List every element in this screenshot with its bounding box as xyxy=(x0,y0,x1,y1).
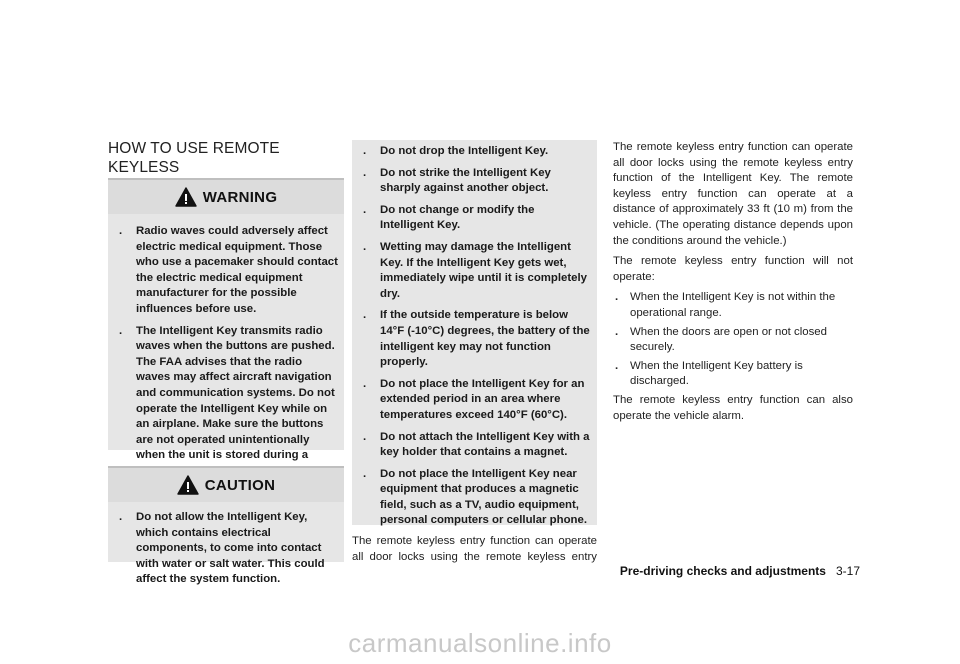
caution-header xyxy=(108,468,344,502)
intro-paragraph: The remote keyless entry function can operate all door locks using the remote keyless entry function of the Intelligent Key. The remote keyless entry function can operate at a distance of approximately 33 ft (10 m) from the vehicle. (The operating distance depends upon the conditions around the vehicle.) xyxy=(613,141,853,247)
caution-item: . Do not attach the Intelligent Key with a key holder that contains a magnet. xyxy=(363,430,590,459)
warning-item: . The Intelligent Key transmits radio waves when the buttons are pushed. The FAA advises that the radio waves may affect aircraft navigation and communication systems. Do not operate the Intelligent Key while on an airplane. Make sure the buttons are not operated unintentionally when the unit is stored during a xyxy=(119,324,335,462)
caution-triangle-icon xyxy=(177,475,199,495)
bullet: . xyxy=(363,203,367,216)
caution-item: . Do not place the Intelligent Key near equipment that produces a magnetic field, such as a TV, audio equipment, personal computers or cellular phone. xyxy=(363,467,587,527)
page-number: 3-17 xyxy=(835,564,860,578)
bullet: . xyxy=(363,166,367,179)
caution-item: . Do not drop the Intelligent Key. xyxy=(352,144,591,160)
not-operate-item: . When the Intelligent Key is not within the operational range. xyxy=(615,291,836,319)
warning-panel xyxy=(108,178,344,462)
page-footer xyxy=(620,564,860,578)
not-operate-list xyxy=(613,290,853,390)
not-operate-lead: The remote keyless entry function will not operate: xyxy=(613,255,853,283)
warning-title: WARNING xyxy=(202,188,278,206)
warning-item: . Radio waves could adversely affect electric medical equipment. Those who use a pacemaker should contact the electric medical equipment manufacturer for the possible influences before use. xyxy=(119,225,338,315)
footer-section-name: Pre-driving checks and adjustments xyxy=(619,564,826,578)
caution-continued xyxy=(352,140,597,525)
caution-item: . If the outside temperature is below 14°F (-10°C) degrees, the battery of the intelligent key may not function properly. xyxy=(363,309,590,369)
caution-item: . Do not place the Intelligent Key for an extended period in an area where temperatures exceed 140°F (60°C). xyxy=(363,377,585,421)
bullet: . xyxy=(363,240,367,253)
caution-item: . Do not strike the Intelligent Key sharply against another object. xyxy=(363,166,551,195)
bullet: . xyxy=(363,145,367,157)
section-title: HOW TO USE REMOTE KEYLESS xyxy=(108,140,280,176)
caution-list-continued xyxy=(352,144,591,529)
bullet: . xyxy=(615,325,619,338)
body-text xyxy=(352,534,597,564)
caution-list xyxy=(108,510,338,588)
caution-item: . Do not allow the Intelligent Key, which contains electrical components, to come into contact with water or salt water. This could affect the system function. xyxy=(119,511,325,586)
warning-header xyxy=(108,180,344,214)
warning-body xyxy=(108,214,344,462)
not-operate-item: . When the Intelligent Key battery is discharged. xyxy=(615,359,803,388)
warning-list xyxy=(108,224,338,480)
bullet: . xyxy=(119,324,123,337)
right-column xyxy=(613,140,853,429)
not-operate-item: . When the doors are open or not closed securely. xyxy=(615,325,827,354)
bullet: . xyxy=(119,511,123,523)
intro-paragraph-start: The remote keyless entry function can operate all door locks using the remote keyless entry xyxy=(352,535,597,563)
caution-item: . Do not change or modify the Intelligent Key. xyxy=(363,203,535,232)
bullet: . xyxy=(363,377,367,390)
caution-body xyxy=(108,502,344,586)
alarm-note: The remote keyless entry function can also operate the vehicle alarm. xyxy=(613,393,853,422)
caution-item: . Wetting may damage the Intelligent Key. If the Intelligent Key gets wet, immediately wipe until it is completely dry. xyxy=(363,240,587,300)
bullet: . xyxy=(119,225,123,237)
bullet: . xyxy=(363,309,367,322)
warning-triangle-icon xyxy=(175,187,197,207)
caution-panel xyxy=(108,466,344,586)
watermark: carmanualsonline.info xyxy=(348,628,612,658)
bullet: . xyxy=(615,359,619,372)
bullet: . xyxy=(363,430,367,443)
bullet: . xyxy=(363,467,367,480)
bullet: . xyxy=(615,291,619,304)
caution-title: CAUTION xyxy=(204,476,276,494)
